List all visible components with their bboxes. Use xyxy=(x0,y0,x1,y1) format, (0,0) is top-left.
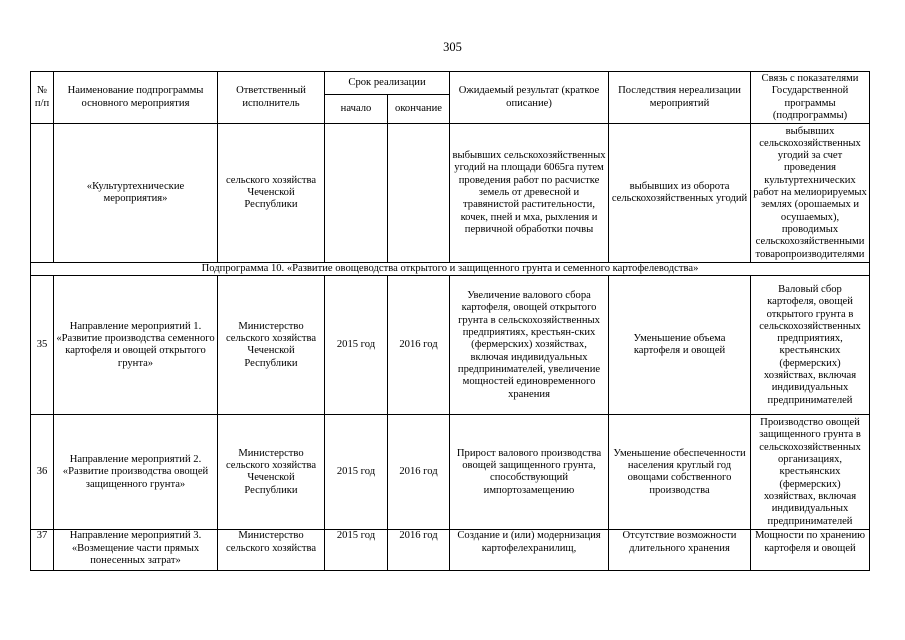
cell-num: 35 xyxy=(31,276,54,415)
cell-end: 2016 год xyxy=(388,415,450,530)
header-expected: Ожидаемый результат (краткое описание) xyxy=(450,72,609,124)
cell-end: 2016 год xyxy=(388,276,450,415)
header-consequences: Последствия нереализации мероприятий xyxy=(609,72,751,124)
cell-num: 36 xyxy=(31,415,54,530)
cell-end: 2016 год xyxy=(388,530,450,571)
cell-consequences: Уменьшение объема картофеля и овощей xyxy=(609,276,751,415)
cell-link: Валовый сбор картофеля, овощей открытого грунта в сельскохозяйственных предприятиях, крестьянских (фермерских) хозяйствах, включая индивидуальных предпринимателей xyxy=(751,276,870,415)
cell-responsible: Министерство сельского хозяйства xyxy=(218,530,325,571)
header-row xyxy=(31,72,870,95)
cell-expected: Создание и (или) модернизация картофелехранилищ, xyxy=(450,530,609,571)
cell-start: 2015 год xyxy=(325,530,388,571)
cell-start: 2015 год xyxy=(325,276,388,415)
cell-link: Мощности по хранению картофеля и овощей xyxy=(751,530,870,571)
cell-start: 2015 год xyxy=(325,415,388,530)
cell-name: Направление мероприятий 1. «Развитие производства семенного картофеля и овощей открытого грунта» xyxy=(54,276,218,415)
cell-link: Производство овощей защищенного грунта в сельскохозяйственных организациях, крестьянских (фермерских) хозяйствах, включая индивидуальных предпринимателей xyxy=(751,415,870,530)
section-row xyxy=(31,263,870,276)
cell-name: «Культуртехнические мероприятия» xyxy=(54,124,218,263)
activities-table xyxy=(30,71,870,571)
header-link: Связь с показателями Государственной программы (подпрограммы) xyxy=(751,72,870,124)
header-responsible: Ответственный исполнитель xyxy=(218,72,325,124)
page-number: 305 xyxy=(443,40,462,54)
cell-expected: выбывших сельскохозяйственных угодий на площади 6065га путем проведения работ по расчистке земель от древесной и травянистой растительности, кочек, пней и мха, рыхления и первичной обработки почвы xyxy=(450,124,609,263)
cell-link: выбывших сельскохозяйственных угодий за счет проведения культуртехнических работ на мелиорируемых землях (орошаемых и осушаемых), проводимых сельскохозяйственными товаропроизводителями xyxy=(751,124,870,263)
cell-consequences: Уменьшение обеспеченности населения круглый год овощами собственного производства xyxy=(609,415,751,530)
cell-name: Направление мероприятий 2. «Развитие производства овощей защищенного грунта» xyxy=(54,415,218,530)
table-row xyxy=(31,276,870,415)
header-start: начало xyxy=(325,95,388,124)
header-num: № п/п xyxy=(31,72,54,124)
cell-consequences: Отсутствие возможности длительного хранения xyxy=(609,530,751,571)
header-name: Наименование подпрограммы основного мероприятия xyxy=(54,72,218,124)
cell-start xyxy=(325,124,388,263)
cell-responsible: сельского хозяйства Чеченской Республики xyxy=(218,124,325,263)
table-row-continuation xyxy=(31,124,870,263)
cell-num: 37 xyxy=(31,530,54,571)
table-row xyxy=(31,415,870,530)
table-row xyxy=(31,530,870,571)
cell-consequences: выбывших из оборота сельскохозяйственных угодий xyxy=(609,124,751,263)
cell-responsible: Министерство сельского хозяйства Чеченской Республики xyxy=(218,415,325,530)
cell-responsible: Министерство сельского хозяйства Чеченской Республики xyxy=(218,276,325,415)
cell-num xyxy=(31,124,54,263)
header-term: Срок реализации xyxy=(325,72,450,95)
header-end: окончание xyxy=(388,95,450,124)
cell-name: Направление мероприятий 3. «Возмещение части прямых понесенных затрат» xyxy=(54,530,218,571)
cell-expected: Прирост валового производства овощей защищенного грунта, способствующий импортозамещению xyxy=(450,415,609,530)
cell-end xyxy=(388,124,450,263)
cell-expected: Увеличение валового сбора картофеля, овощей открытого грунта в сельскохозяйственных предприятиях, крестьян-ских (фермерских) хозяйствах, включая индивидуальных предпринимателей, увеличение мощностей единовременного хранения xyxy=(450,276,609,415)
section-title: Подпрограмма 10. «Развитие овощеводства открытого и защищенного грунта и семенного картофелеводства» xyxy=(31,263,870,276)
